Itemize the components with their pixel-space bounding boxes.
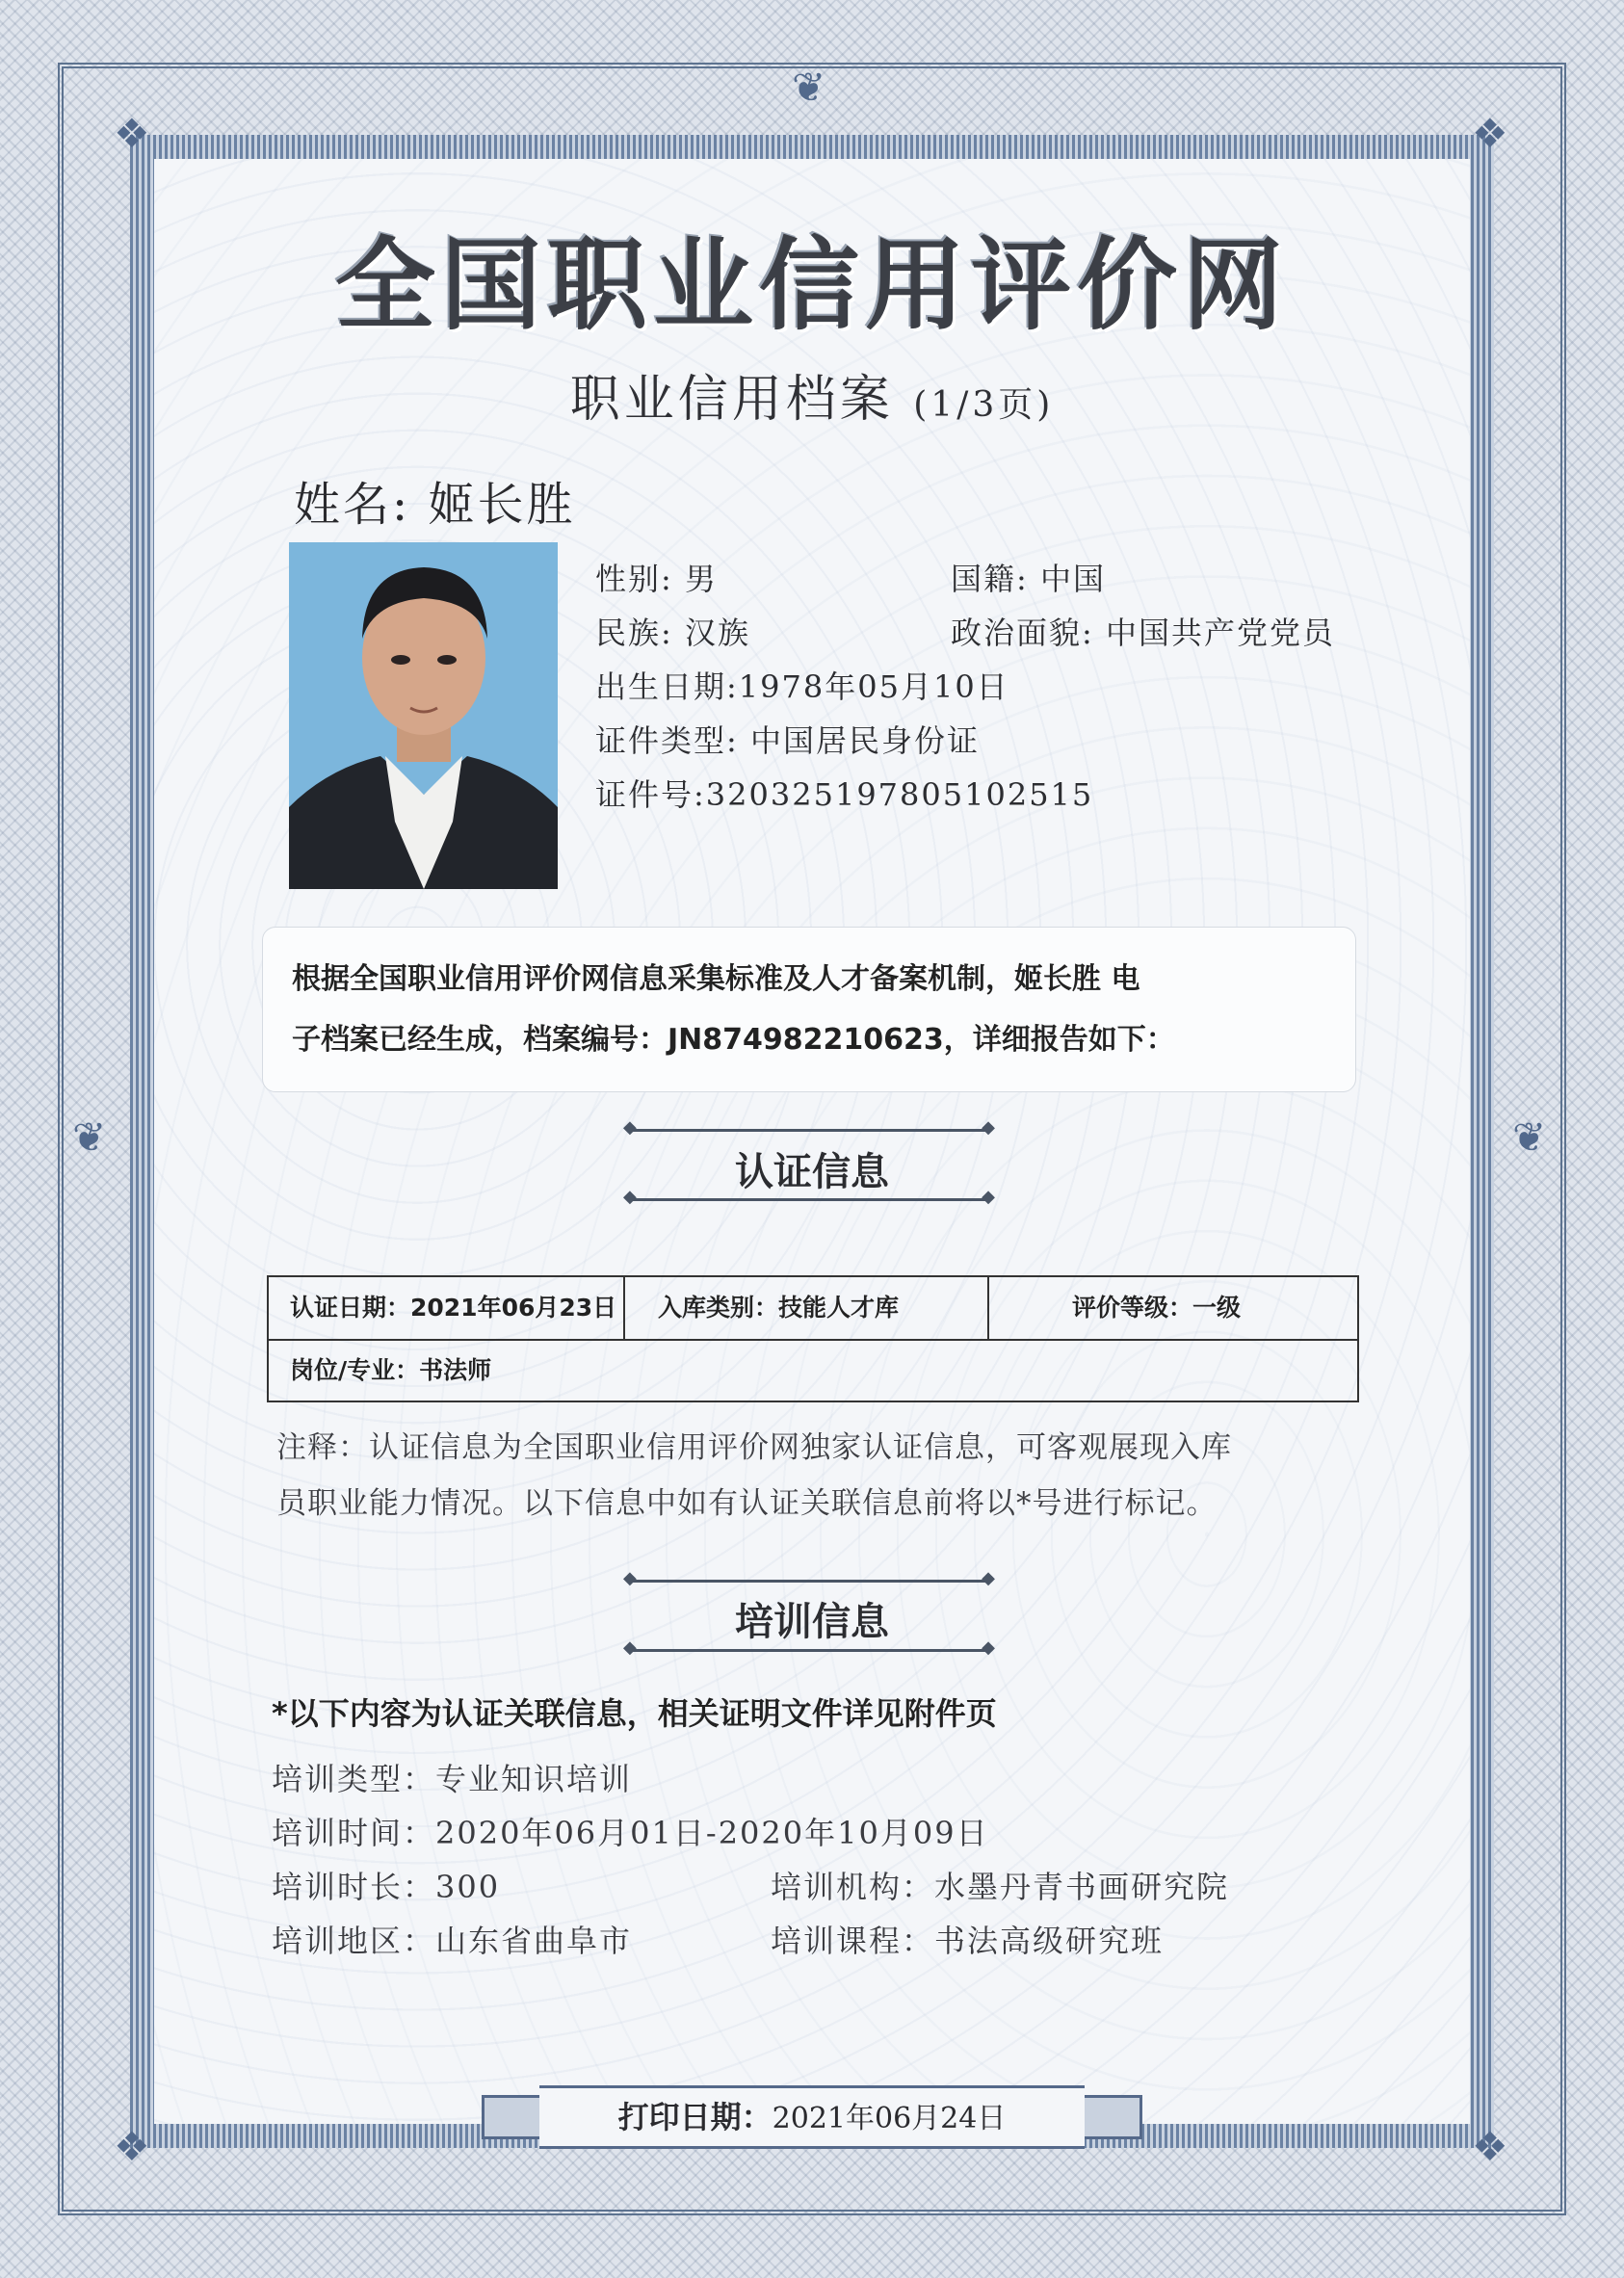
site-title: 全国职业信用评价网: [334, 226, 1289, 344]
training-course: 培训课程：书法高级研究班: [771, 1923, 1165, 1959]
corner-ornament-icon: ❖: [1472, 110, 1508, 157]
id-type-value: 中国居民身份证: [749, 722, 980, 759]
certification-table: [267, 1275, 1359, 1402]
name-line: [294, 467, 575, 534]
cert-position-cell: 岗位/专业：书法师: [290, 1356, 492, 1384]
archive-notice: [262, 927, 1356, 1092]
print-date-label: 打印日期：: [617, 2099, 773, 2135]
gender-label: 性别:: [595, 561, 673, 597]
political-label: 政治面貌:: [951, 615, 1094, 651]
top-ornament-icon: ❦: [792, 64, 826, 111]
nationality-field: [951, 555, 1106, 599]
id-number-label: 证件号:: [595, 776, 706, 813]
document-title: [0, 358, 1624, 431]
birth-label: 出生日期:: [595, 668, 739, 705]
id-number-value: 320325197805102515: [705, 776, 1094, 813]
training-institution: 培训机构：水墨丹青书画研究院: [771, 1869, 1230, 1905]
id-number-field: [595, 771, 1093, 815]
cert-date-cell: 认证日期：2021年06月23日: [269, 1277, 625, 1339]
training-type: 培训类型：专业知识培训: [272, 1761, 633, 1797]
ribbon-wing: [1075, 2095, 1142, 2139]
document-title-text: 职业信用档案: [569, 371, 894, 429]
birth-value: 1978年05月10日: [738, 668, 1009, 705]
gender-field: [595, 555, 718, 599]
divider: [631, 1649, 987, 1652]
corner-ornament-icon: ❖: [114, 2123, 150, 2170]
political-value: 中国共产党党员: [1105, 615, 1335, 651]
page-info: (1/3页): [913, 385, 1055, 425]
ethnicity-label: 民族:: [595, 615, 673, 651]
name-label: 姓名:: [294, 478, 411, 532]
portrait-photo: [289, 542, 558, 889]
corner-ornament-icon: ❖: [114, 110, 150, 157]
cert-grade-cell: 评价等级：一级: [1072, 1294, 1242, 1322]
notice-line: 根据全国职业信用评价网信息采集标准及人才备案机制，姬长胜 电: [292, 962, 1140, 996]
id-type-field: [595, 717, 980, 761]
divider: [631, 1580, 987, 1583]
training-duration: 培训时长：300: [272, 1869, 501, 1905]
birth-field: [595, 663, 1009, 707]
id-type-label: 证件类型:: [595, 722, 739, 759]
training-related-note: *以下内容为认证关联信息，相关证明文件详见附件页: [272, 1695, 997, 1732]
note-line: 员职业能力情况。以下信息中如有认证关联信息前将以*号进行标记。: [276, 1486, 1218, 1521]
corner-ornament-icon: ❖: [1472, 2123, 1508, 2170]
certification-heading: 认证信息: [735, 1150, 889, 1194]
note-line: 注释：认证信息为全国职业信用评价网独家认证信息，可客观展现入库: [276, 1430, 1232, 1465]
nationality-value: 中国: [1039, 561, 1106, 597]
nationality-label: 国籍:: [951, 561, 1029, 597]
ethnicity-value: 汉族: [684, 615, 750, 651]
political-field: [951, 609, 1335, 653]
training-region: 培训地区：山东省曲阜市: [272, 1923, 633, 1959]
table-row: [269, 1277, 1357, 1341]
right-ornament-icon: ❦: [1512, 1113, 1547, 1161]
divider: [631, 1198, 987, 1201]
ethnicity-field: [595, 609, 750, 653]
name-value: 姬长胜: [428, 478, 576, 532]
certification-note: [276, 1420, 1375, 1532]
print-date-ribbon: [539, 2085, 1085, 2149]
print-date-value: 2021年06月24日: [772, 2102, 1007, 2135]
divider: [631, 1129, 987, 1132]
cert-category-cell: 入库类别：技能人才库: [625, 1277, 989, 1339]
training-heading: 培训信息: [735, 1600, 889, 1644]
training-time: 培训时间：2020年06月01日-2020年10月09日: [272, 1815, 989, 1851]
gender-value: 男: [684, 561, 718, 597]
notice-line: 子档案已经生成，档案编号：JN874982210623，详细报告如下：: [292, 1023, 1175, 1057]
left-ornament-icon: ❦: [72, 1113, 107, 1161]
